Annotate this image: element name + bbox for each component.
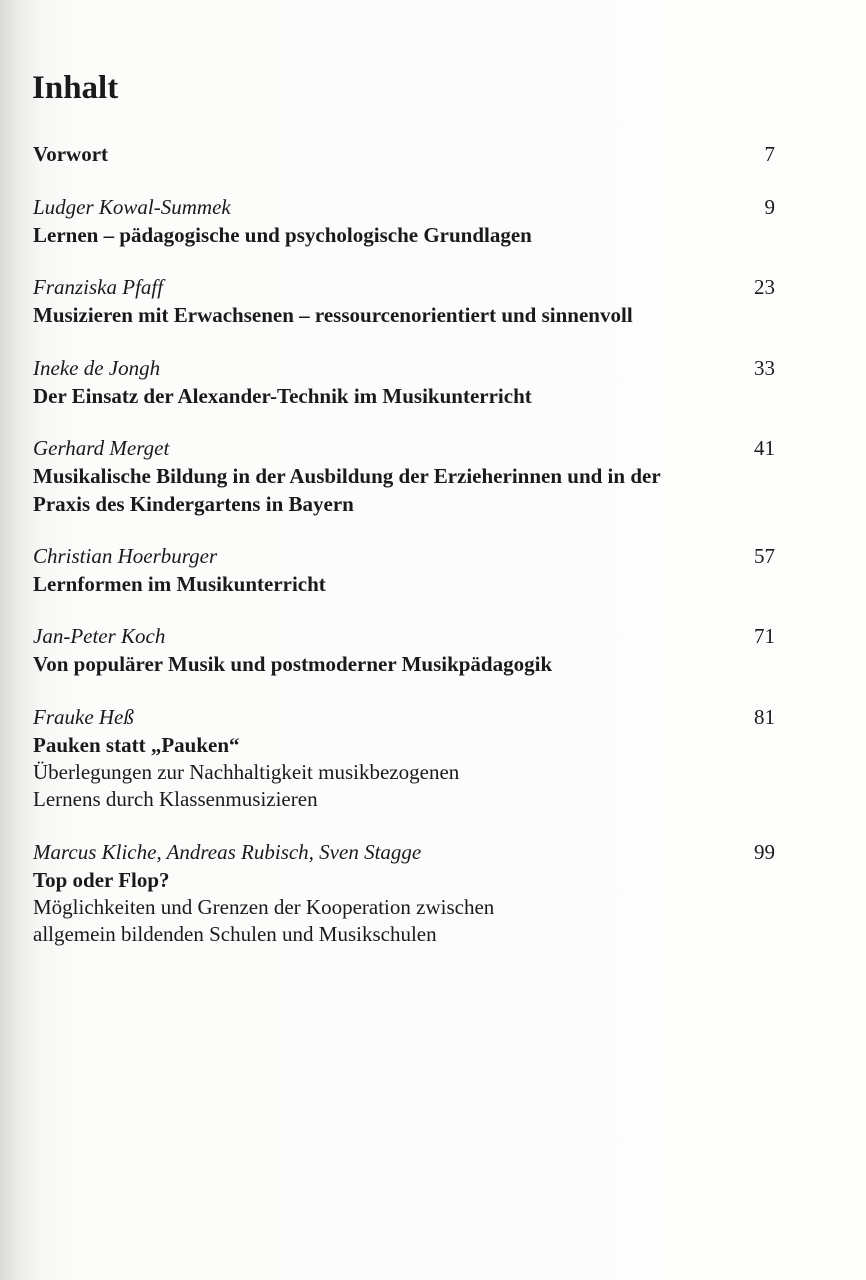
toc-title-line: Von populärer Musik und postmoderner Musikpädagogik [33,652,553,676]
toc-page-number: 71 [754,624,775,648]
toc-title [33,462,775,518]
toc-title-line: Lernformen im Musikunterricht [33,572,326,596]
toc-entry [33,193,775,249]
toc-author: Ludger Kowal-Summek [33,195,231,219]
toc-page-number: 57 [754,544,775,568]
toc-author: Ineke de Jongh [33,356,161,380]
toc-subtitle-line: Lernens durch Klassenmusizieren [33,787,318,811]
toc-title [33,301,775,329]
toc-title: Vorwort [33,142,109,166]
toc-title-line: Praxis des Kindergartens in Bayern [33,492,354,516]
toc-title [33,221,775,249]
toc-author: Gerhard Merget [33,436,170,460]
toc-title [33,570,775,598]
toc-entry-preface [33,140,775,168]
toc-row [33,273,775,301]
toc-subtitle-line: allgemein bildenden Schulen und Musikschulen [33,922,437,946]
toc-author: Christian Hoerburger [33,544,218,568]
toc-title-line: Pauken statt „Pauken“ [33,733,240,757]
toc-title [33,866,775,894]
toc-title-line: Der Einsatz der Alexander-Technik im Musikunterricht [33,384,532,408]
toc-page-number: 9 [764,195,775,219]
toc-row [33,542,775,570]
toc-entry [33,434,775,518]
toc-page-number: 99 [754,840,775,864]
toc-entry [33,838,775,948]
toc-page-number: 81 [754,705,775,729]
toc-title-line: Musizieren mit Erwachsenen – ressourcenorientiert und sinnenvoll [33,303,633,327]
toc-entry [33,703,775,813]
toc-row [33,193,775,221]
toc-title [33,650,775,678]
toc-page-number: 33 [754,356,775,380]
page-title: Inhalt [32,70,119,106]
toc-title-line: Lernen – pädagogische und psychologische Grundlagen [33,223,532,247]
toc-entry [33,273,775,329]
toc-author: Frauke Heß [33,705,134,729]
toc-title [33,731,775,759]
toc-title [33,382,775,410]
toc-title-line: Top oder Flop? [33,868,170,892]
toc-author: Jan-Peter Koch [33,624,166,648]
toc-page-number: 41 [754,436,775,460]
toc-entry [33,542,775,598]
toc-subtitle-line: Möglichkeiten und Grenzen der Kooperation zwischen [33,895,495,919]
toc-page-number: 7 [764,142,775,166]
toc-row [33,622,775,650]
toc-author: Franziska Pfaff [33,275,164,299]
toc-row [33,140,775,168]
toc-subtitle-line: Überlegungen zur Nachhaltigkeit musikbezogenen [33,760,460,784]
toc-entry [33,354,775,410]
toc-subtitle [33,894,775,948]
toc-row [33,838,775,866]
toc-row [33,434,775,462]
toc-author: Marcus Kliche, Andreas Rubisch, Sven Stagge [33,840,422,864]
toc-subtitle [33,759,775,813]
toc-entry [33,622,775,678]
toc-row [33,354,775,382]
toc-title-line: Musikalische Bildung in der Ausbildung der Erzieherinnen und in der [33,464,661,488]
toc-row [33,703,775,731]
toc-page-number: 23 [754,275,775,299]
